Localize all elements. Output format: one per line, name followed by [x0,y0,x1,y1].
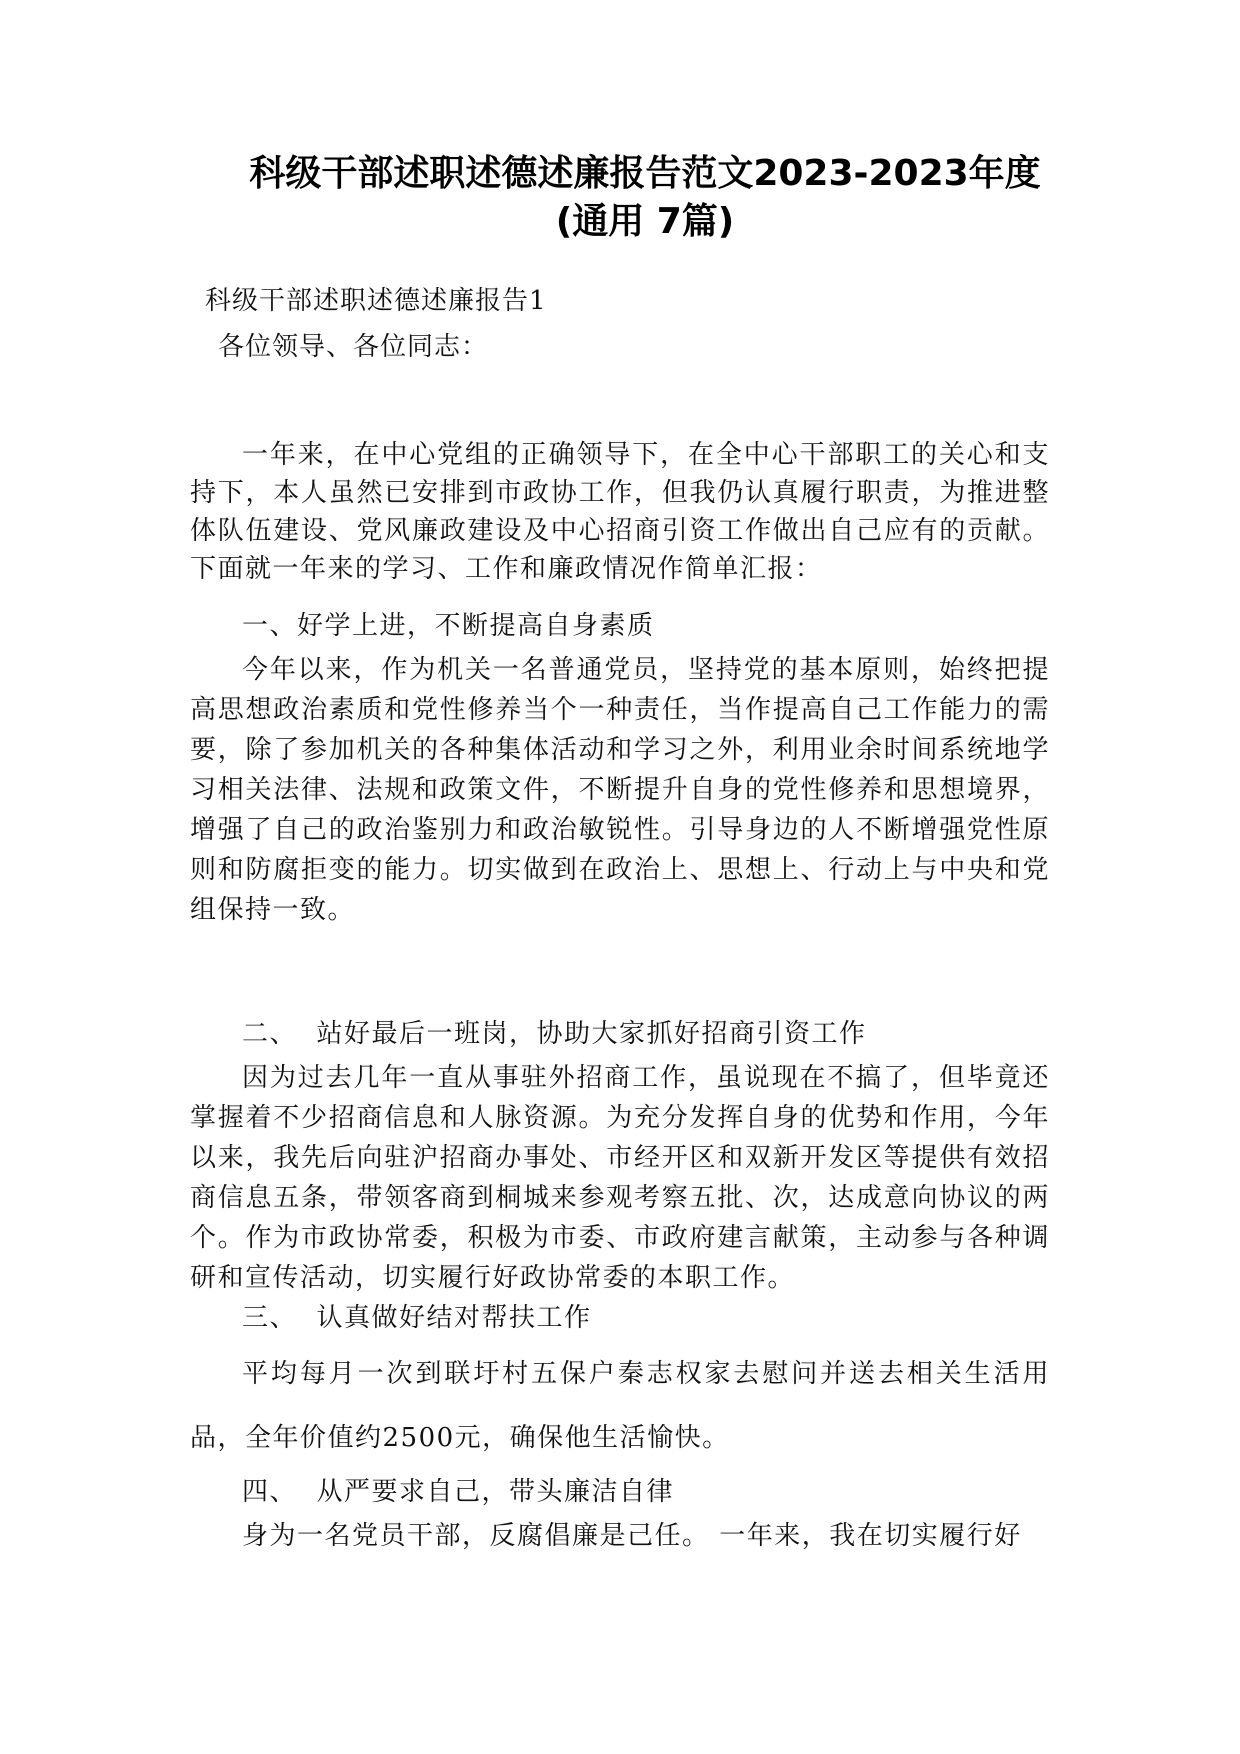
section-heading-4: 四、 从严要求自己，带头廉洁自律 [242,1477,675,1507]
section-body-2: 因为过去几年一直从事驻外招商工作，虽说现在不搞了，但毕竟还掌握着不少招商信息和人脉资源。为充分发挥自身的优势和作用，今年以来，我先后向驻沪招商办事处、市经开区和双新开发区等提供有效招商信息五条，带领客商到桐城来参观考察五批、次，达成意向协议的两个。作为市政协常委，积极为市委、市政府建言献策，主动参与各种调研和宣传活动，切实履行好政协常委的本职工作。 [190,1063,1050,1293]
section-heading-1: 一、好学上进，不断提高自身素质 [242,611,655,641]
section-heading-3: 三、 认真做好结对帮扶工作 [242,1303,592,1333]
intro-paragraph: 一年来，在中心党组的正确领导下，在全中心干部职工的关心和支持下，本人虽然已安排到市政协工作，但我仍认真履行职责，为推进整体队伍建设、党风廉政建设及中心招商引资工作做出自己应有的贡献。下面就一年来的学习、工作和廉政情况作简单汇报： [190,440,1050,584]
section-body-4: 身为一名党员干部，反腐倡廉是己任。 一年来，我在切实履行好 [242,1521,1022,1551]
section-body-1: 今年以来，作为机关一名普通党员，坚持党的基本原则，始终把提高思想政治素质和党性修养当个一种责任，当作提高自己工作能力的需要，除了参加机关的各种集体活动和学习之外，利用业余时间系统地学习相关法律、法规和政策文件，不断提升自身的党性修养和思想境界，增强了自己的政治鉴别力和政治敏锐性。引导身边的人不断增强党性原则和防腐拒变的能力。切实做到在政治上、思想上、行动上与中央和党组保持一致。 [190,655,1050,925]
section-heading-2: 二、 站好最后一班岗，协助大家抓好招商引资工作 [242,1019,867,1049]
document-title: 科级干部述职述德述廉报告范文2023-2023年度(通用 7篇) [249,153,1041,242]
section-body-3: 平均每月一次到联圩村五保户秦志权家去慰问并送去相关生活用品，全年价值约2500元，确保他生活愉快。 [190,1359,1050,1453]
greeting: 各位领导、各位同志： [218,332,489,362]
report-subtitle: 科级干部述职述德述廉报告1 [205,286,547,316]
